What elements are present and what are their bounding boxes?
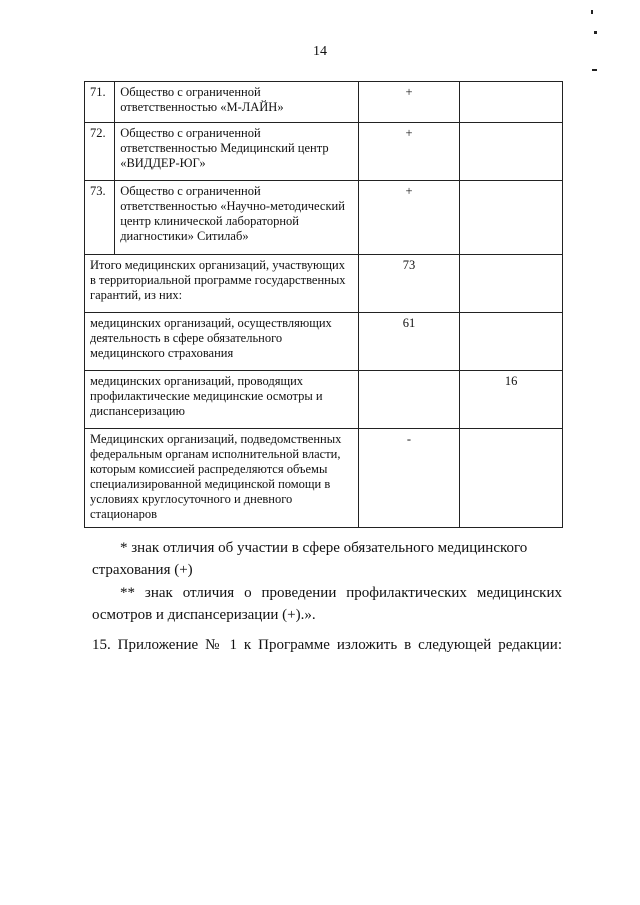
summary-value-checkup — [460, 255, 563, 313]
summary-value-oms: 61 — [358, 313, 460, 371]
summary-value-checkup: 16 — [460, 371, 563, 429]
summary-row — [85, 255, 563, 313]
summary-value-oms: 73 — [358, 255, 460, 313]
table-row — [85, 123, 563, 181]
summary-value-checkup — [460, 429, 563, 528]
checkup-mark — [460, 181, 563, 255]
organization-name: Общество с ограниченной ответственностью «Научно-методический центр клинической лабораторной диагностики» Ситилаб» — [115, 181, 359, 255]
summary-label: медицинских организаций, проводящих профилактические медицинские осмотры и диспансеризацию — [85, 371, 359, 429]
footnote-checkup-line1: ** знак отличия о проведении профилактических медицинских — [120, 585, 562, 601]
footnote-oms — [92, 537, 562, 581]
organization-name: Общество с ограниченной ответственностью Медицинский центр «ВИДДЕР-ЮГ» — [115, 123, 359, 181]
scan-mark — [592, 69, 597, 71]
summary-row — [85, 371, 563, 429]
row-number: 71. — [85, 82, 115, 123]
oms-mark: + — [358, 82, 460, 123]
scan-mark — [591, 10, 593, 14]
summary-label: Медицинских организаций, подведомственных федеральным органам исполнительной власти, которым комиссией распределяются объемы специализированной медицинской помощи в условиях круглосуточного и дневного стационаров — [85, 429, 359, 528]
footnote-oms-line1: * знак отличия об участии в сфере обязательного медицинского — [120, 540, 528, 556]
checkup-mark — [460, 123, 563, 181]
table-row — [85, 82, 563, 123]
scan-mark — [594, 31, 597, 34]
summary-value-oms: - — [358, 429, 460, 528]
organization-name: Общество с ограниченной ответственностью «М-ЛАЙН» — [115, 82, 359, 123]
summary-row — [85, 313, 563, 371]
footnote-oms-line2: страхования (+) — [92, 562, 193, 578]
item-15-text: 15. Приложение № 1 к Программе изложить в следующей редакции: — [92, 637, 562, 653]
row-number: 72. — [85, 123, 115, 181]
footnote-checkup-line2: осмотров и диспансеризации (+).». — [92, 607, 316, 623]
summary-label: медицинских организаций, осуществляющих деятельность в сфере обязательного медицинского страхования — [85, 313, 359, 371]
checkup-mark — [460, 82, 563, 123]
table-row — [85, 181, 563, 255]
oms-mark: + — [358, 123, 460, 181]
row-number: 73. — [85, 181, 115, 255]
organizations-table — [84, 81, 563, 528]
summary-value-checkup — [460, 313, 563, 371]
summary-value-oms — [358, 371, 460, 429]
summary-label: Итого медицинских организаций, участвующих в территориальной программе государственных гарантий, из них: — [85, 255, 359, 313]
oms-mark: + — [358, 181, 460, 255]
footnote-checkup — [92, 582, 562, 626]
summary-row — [85, 429, 563, 528]
page-number: 14 — [313, 44, 327, 59]
